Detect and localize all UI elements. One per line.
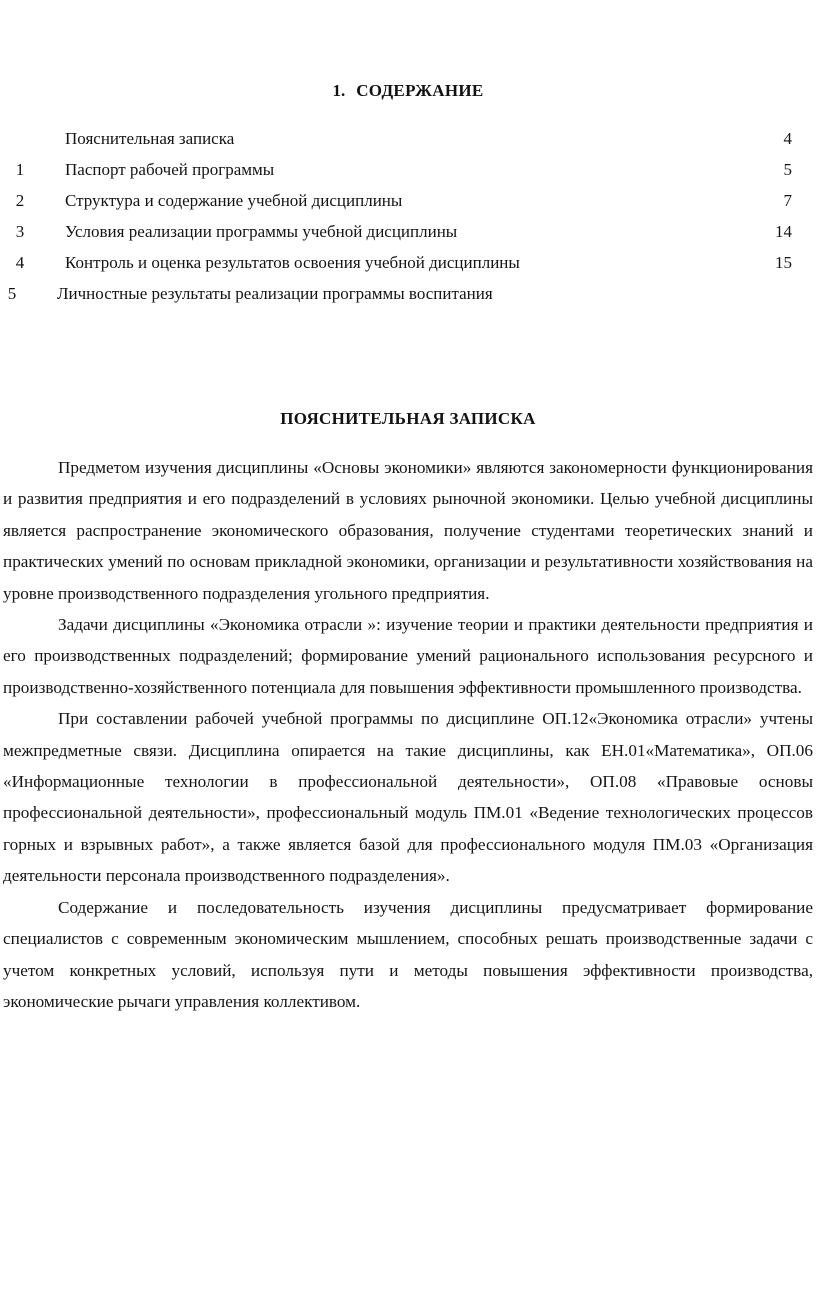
contents-heading-number: 1. (332, 81, 346, 100)
toc-row-page: 7 (783, 191, 792, 210)
toc-row-title[interactable]: Личностные результаты реализации программы воспитания (57, 284, 493, 303)
toc-row-page: 5 (783, 160, 792, 179)
toc-row-title[interactable]: Условия реализации программы учебной дисциплины (65, 222, 458, 241)
toc-row[interactable] (0, 216, 816, 247)
toc-row-title[interactable]: Контроль и оценка результатов освоения учебной дисциплины (65, 253, 520, 272)
toc-row-title[interactable]: Паспорт рабочей программы (65, 160, 275, 179)
toc-row[interactable] (0, 123, 816, 154)
toc-row-title[interactable]: Пояснительная записка (65, 129, 235, 148)
toc-row-number: 2 (15, 191, 25, 210)
body-paragraph: При составлении рабочей учебной программы по дисциплине ОП.12«Экономика отрасли» учтены межпредметные связи. Дисциплина опирается на такие дисциплины, как ЕН.01«Математика», ОП.06 «Информационные технологии в профессиональной деятельности», ОП.08 «Правовые основы профессиональной деятельности», профессиональный модуль ПМ.01 «Ведение технологических процессов горных и взрывных работ», а также является базой для профессионального модуля ПМ.03 «Организация деятельности персонала производственного подразделения». (3, 709, 813, 886)
toc-row[interactable] (0, 278, 816, 309)
toc-row-number: 5 (7, 284, 17, 303)
explanatory-note-heading-text: ПОЯСНИТЕЛЬНАЯ ЗАПИСКА (280, 409, 536, 428)
toc-row-number: 1 (15, 160, 25, 179)
body-text (3, 452, 813, 1017)
body-paragraph: Содержание и последовательность изучения дисциплины предусматривает формирование специалистов с современным экономическим мышлением, способных решать производственные задачи с учетом конкретных условий, используя пути и методы повышения эффективности производства, экономические рычаги управления коллективом. (3, 897, 813, 1011)
body-paragraph: Предметом изучения дисциплины «Основы экономики» являются закономерности функционирования и развития предприятия и его подразделений в условиях рыночной экономики. Целью учебной дисциплины является распространение экономического образования, получение студентами теоретических знаний и практических умений по основам прикладной экономики, организации и результативности хозяйствования на уровне производственного подразделения угольного предприятия. (3, 458, 813, 603)
toc-row-title[interactable]: Структура и содержание учебной дисциплины (65, 191, 403, 210)
toc-row[interactable] (0, 185, 816, 216)
table-of-contents (0, 123, 816, 309)
toc-row-number: 4 (15, 253, 25, 272)
toc-row[interactable] (0, 247, 816, 278)
contents-heading-text: СОДЕРЖАНИЕ (356, 81, 484, 100)
toc-row-page: 14 (775, 222, 792, 241)
toc-row-page: 15 (775, 253, 792, 272)
explanatory-note-heading (0, 409, 816, 429)
toc-row[interactable] (0, 154, 816, 185)
contents-heading (0, 81, 816, 101)
toc-row-page: 4 (783, 129, 792, 148)
toc-row-number: 3 (15, 222, 25, 241)
body-paragraph: Задачи дисциплины «Экономика отрасли »: изучение теории и практики деятельности предприятия и его производственных подразделений; формирование умений рационального использования ресурсного и производственно-хозяйственного потенциала для повышения эффективности промышленного производства. (3, 615, 813, 697)
